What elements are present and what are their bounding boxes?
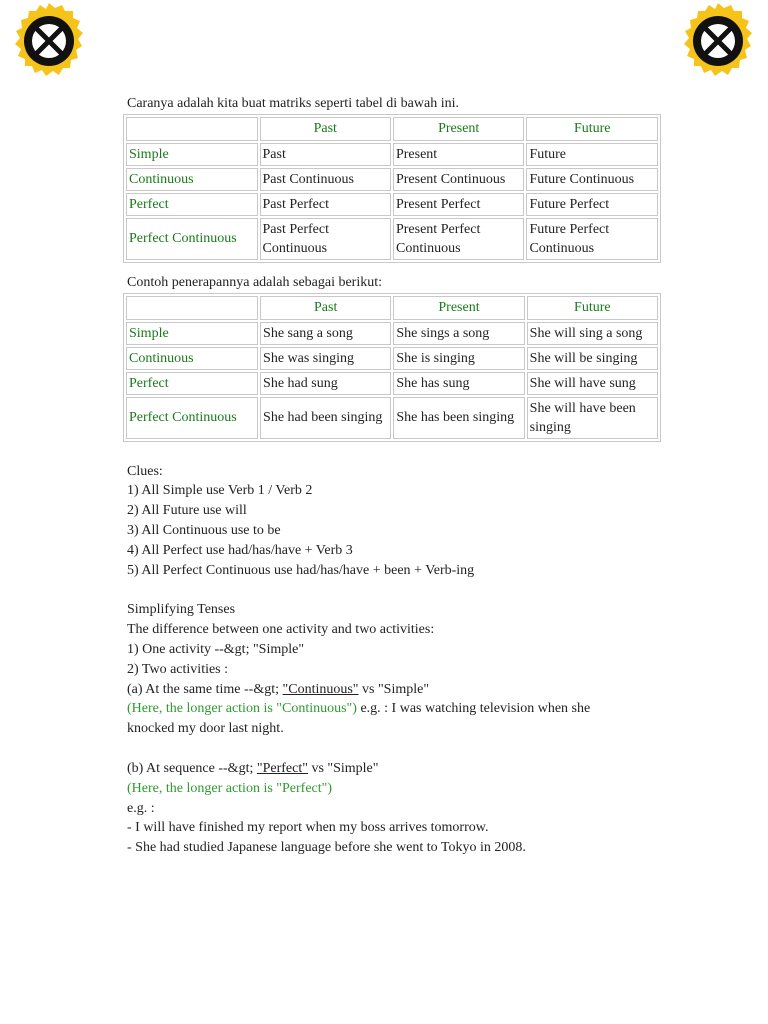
- text: (b) At sequence --&gt;: [127, 760, 257, 776]
- table-cell: She will have been singing: [527, 397, 658, 439]
- table-row: [126, 193, 658, 216]
- green-note: (Here, the longer action is "Perfect"): [127, 780, 333, 796]
- table-cell: Future Continuous: [526, 168, 658, 191]
- table-cell: Present Continuous: [393, 168, 524, 191]
- table-cell: She is singing: [393, 347, 524, 370]
- table-row: [126, 347, 658, 370]
- intro-text-1: Caranya adalah kita buat matriks seperti tabel di bawah ini.: [127, 96, 459, 111]
- row-label: Perfect: [126, 372, 258, 395]
- row-label: Perfect: [126, 193, 258, 216]
- table-cell: Past Continuous: [260, 168, 391, 191]
- header-present: Present: [393, 117, 524, 141]
- row-label: Simple: [126, 322, 258, 345]
- table-cell: She has sung: [393, 372, 524, 395]
- table-cell: Future: [526, 143, 658, 166]
- table-cell: She had sung: [260, 372, 391, 395]
- simplify-line-a: [127, 680, 687, 700]
- table-row: [126, 372, 658, 395]
- clue-item: 1) All Simple use Verb 1 / Verb 2: [127, 483, 313, 499]
- example-text: e.g. : I was watching television when she: [356, 701, 591, 717]
- table-cell: Present Perfect: [393, 193, 524, 216]
- simplify-example-cont: knocked my door last night.: [127, 721, 284, 737]
- clues-title: Clues:: [127, 463, 163, 479]
- underlined-term: "Continuous": [282, 681, 359, 697]
- intro-text-2: Contoh penerapannya adalah sebagai berikut:: [127, 274, 383, 290]
- table-cell: Past: [260, 143, 391, 166]
- header-cell: [126, 117, 258, 141]
- table-row: [126, 218, 658, 260]
- row-label: Perfect Continuous: [126, 397, 258, 439]
- table-cell: She had been singing: [260, 397, 391, 439]
- row-label: Simple: [126, 143, 258, 166]
- text: vs "Simple": [307, 760, 379, 776]
- table-header-row: [126, 117, 658, 141]
- table-cell: Future Perfect Continuous: [526, 218, 658, 260]
- simplify-line: 1) One activity --&gt; "Simple": [127, 641, 305, 657]
- text: vs "Simple": [358, 681, 430, 697]
- table-cell: She has been singing: [393, 397, 524, 439]
- simplify-line: 2) Two activities :: [127, 661, 229, 677]
- clue-item: 2) All Future use will: [127, 503, 247, 519]
- table-cell: Past Perfect: [260, 193, 391, 216]
- header-present: Present: [393, 296, 524, 320]
- header-cell: [126, 296, 258, 320]
- table-cell: She sang a song: [260, 322, 391, 345]
- table-cell: Present: [393, 143, 524, 166]
- pdf-xchange-badge-left[interactable]: [3, 2, 95, 80]
- document-body: [127, 94, 687, 858]
- table-cell: She will sing a song: [527, 322, 658, 345]
- underlined-term: "Perfect": [256, 760, 308, 776]
- tense-example-table: [123, 293, 661, 442]
- simplify-line-b: [127, 759, 687, 779]
- header-past: Past: [260, 117, 391, 141]
- row-label: Continuous: [126, 168, 258, 191]
- header-past: Past: [260, 296, 391, 320]
- text: (a) At the same time --&gt;: [127, 681, 283, 697]
- clue-item: 5) All Perfect Continuous use had/has/have + been + Verb-ing: [127, 562, 475, 578]
- row-label: Continuous: [126, 347, 258, 370]
- table-cell: She sings a song: [393, 322, 524, 345]
- simplify-example: - She had studied Japanese language before she went to Tokyo in 2008.: [127, 840, 526, 856]
- simplify-line: The difference between one activity and two activities:: [127, 622, 435, 638]
- tense-matrix-table: [123, 114, 661, 263]
- simplify-title: Simplifying Tenses: [127, 602, 236, 618]
- simplify-eg: e.g. :: [127, 800, 155, 816]
- table-cell: Future Perfect: [526, 193, 658, 216]
- table-cell: Present Perfect Continuous: [393, 218, 524, 260]
- table-cell: She will be singing: [527, 347, 658, 370]
- row-label: Perfect Continuous: [126, 218, 258, 260]
- table-row: [126, 168, 658, 191]
- header-future: Future: [526, 117, 658, 141]
- table-row: [126, 397, 658, 439]
- table-row: [126, 322, 658, 345]
- simplify-note-a: [127, 699, 687, 719]
- green-note: (Here, the longer action is "Continuous"): [127, 701, 357, 717]
- table-cell: She will have sung: [527, 372, 658, 395]
- simplify-example: - I will have finished my report when my boss arrives tomorrow.: [127, 820, 489, 836]
- header-future: Future: [527, 296, 658, 320]
- table-cell: Past Perfect Continuous: [260, 218, 391, 260]
- clue-item: 4) All Perfect use had/has/have + Verb 3: [127, 542, 353, 558]
- clue-item: 3) All Continuous use to be: [127, 522, 281, 538]
- table-header-row: [126, 296, 658, 320]
- table-cell: She was singing: [260, 347, 391, 370]
- pdf-xchange-badge-right[interactable]: [672, 2, 764, 80]
- table-row: [126, 143, 658, 166]
